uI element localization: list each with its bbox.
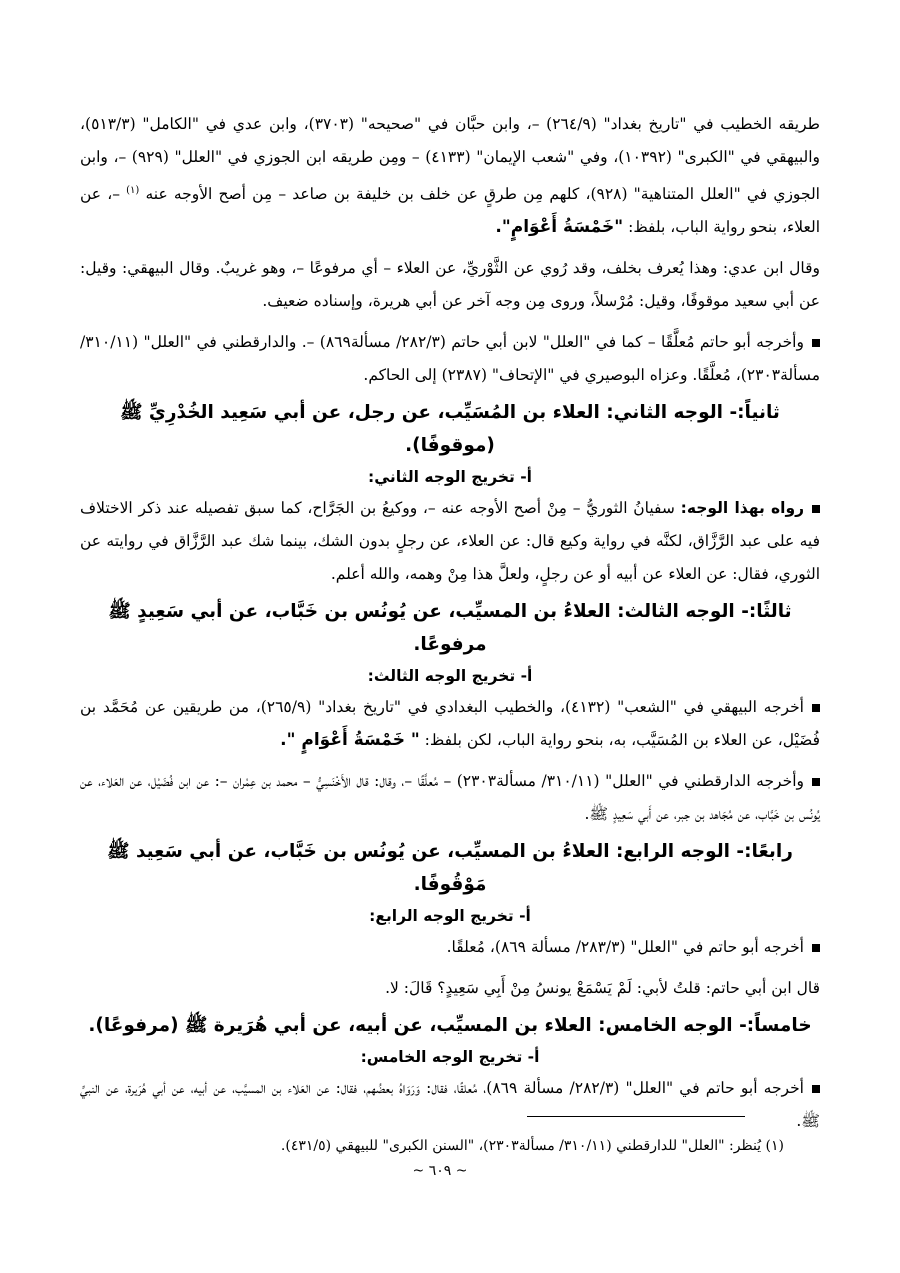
page-number: ~ ٦٠٩ ~ [412,1163,468,1179]
bullet-icon [812,778,820,786]
paragraph-4-text: سفيانُ الثوريُّ – مِنْ أصح الأوجه عنه –، ووكيعُ بن الجَرَّاح، كما سبق تفصيله عند ذكر الاختلاف فيه على عبد الرَّزَّاق، لكنَّه في رواية وكيع قال: عن العلاء، عن رجلٍ بدون الشك، بينما شك عبد الرَّزَّاق في روايته عن الثوري، فقال: عن العلاء عن أبيه أو عن رجلٍ، ولعلَّ هذا مِنْ وهمه، والله أعلم. [80,499,820,584]
footnote-marker[interactable]: (١) [126,185,140,196]
paragraph-2: وقال ابن عدي: وهذا يُعرف بخلف، وقد رُوي عن الثَّوْريِّ، عن العلاء – أي مرفوعًا –، وهو غريبٌ. وقال البيهقي: وقيل: عن أبي سعيد موقوفًا، وقيل: مُرْسلاً، وروى مِن وجه آخر عن أبي هريرة، وإسناده ضعيف. [80,259,820,311]
paragraph-5 [80,691,820,757]
heading-fourth-aspect: رابعًا:- الوجه الرابع: العلاءُ بن المسيِّب، عن يُونُس بن خَبَّاب، عن أبي سَعِيد ﷺ مَوْقُوفًا. [107,841,793,896]
paragraph-9-text: أخرجه أبو حاتم في "العلل" (٢٨٢/٣/ مسألة ٨٦٩)، مُعلقًا، فقال: وَرَوَاهُ بعضُهم، فقال: عن العَلاء بن المسيَّب، عن أبيه، عن أبي هُرَيرة، عن النبيِّ ﷺ. [80,1079,820,1131]
footnote-divider [527,1116,745,1117]
paragraph-7 [80,931,820,964]
paragraph-3 [80,326,820,392]
paragraph-3-text: وأخرجه أبو حاتم مُعلَّقًا – كما في "العلل" لابن أبي حاتم (٢٨٢/٣/ مسألة٨٦٩) –. والدارقطني في "العلل" (٣١٠/١١/ مسألة٢٣٠٣)، مُعلَّقًا. وعزاه البوصيري في "الإتحاف" (٢٣٨٧) إلى الحاكم. [80,333,820,385]
subheading-fourth-aspect: أ- تخريج الوجه الرابع: [369,907,531,926]
subheading-second-aspect: أ- تخريج الوجه الثاني: [368,468,532,487]
heading-third-aspect: ثالثًا:- الوجه الثالث: العلاءُ بن المسيِّب، عن يُونُس بن خَبَّاب، عن أبي سَعِيدٍ ﷺ مرفوعًا. [108,601,792,656]
paragraph-9 [80,1072,820,1138]
paragraph-4-lead: رواه بهذا الوجه: [680,499,804,518]
paragraph-6-text: وأخرجه الدارقطني في "العلل" (٣١٠/١١/ مسألة٢٣٠٣) – مُعلَّقًا –، وقال: قال الأَخْنَسِيُّ – محمد بن عِمْران –: عن ابن فُضَيْل، عن العَلاء، عن يُونُس بن خَبَّاب، عن مُجَاهد بن جبر، عن أَبي سَعِيدٍ ﷺ. [80,772,820,824]
paragraph-1-quote: "خَمْسَةُ أَعْوَامٍ". [495,217,624,238]
paragraph-4 [80,492,820,591]
bullet-icon [812,944,820,952]
subheading-third-aspect: أ- تخريج الوجه الثالث: [367,667,533,686]
paragraph-5-quote: " خَمْسَةُ أَعْوَامٍ ". [280,730,420,751]
paragraph-1-text: طريقه الخطيب في "تاريخ بغداد" (٢٦٤/٩) –، وابن حبَّان في "صحيحه" (٣٧٠٣)، وابن عدي في "الكامل" (٥١٣/٣)، والبيهقي في "الكبرى" (١٠٣٩٢)، وفي "شعب الإيمان" (٤١٣٣) – ومِن طريقه ابن الجوزي في "العلل" (٩٢٩) –، وابن الجوزي في "العلل المتناهية" (٩٢٨)، كلهم مِن طرقٍ عن خلف بن خليفة بن صاعد – مِن أصح الأوجه عنه [80,115,821,204]
paragraph-6 [80,765,820,831]
bullet-icon [812,339,820,347]
paragraph-1-tail: –، عن العلاء، بنحو رواية الباب، بلفظ: [80,185,820,237]
paragraph-8: قال ابن أبي حاتم: قلتُ لأبي: لَمْ يَسْمَعْ يونسُ مِنْ أَبِي سَعِيدٍ؟ قَالَ: لا. [385,979,820,998]
subheading-fifth-aspect: أ- تخريج الوجه الخامس: [360,1048,540,1067]
paragraph-1 [80,108,820,244]
heading-fifth-aspect: خامساً:- الوجه الخامس: العلاء بن المسيِّب، عن أبيه، عن أبي هُرَيرة ﷺ (مرفوعًا). [88,1015,812,1037]
bullet-icon [812,1085,820,1093]
bullet-icon [812,505,820,513]
footnote: (١) يُنظر: "العلل" للدارقطني (٣١٠/١١/ مسألة٢٣٠٣)، "السنن الكبرى" للبيهقي (٤٣١/٥). [280,1138,784,1154]
paragraph-7-text: أخرجه أبو حاتم في "العلل" (٢٨٣/٣/ مسألة ٨٦٩)، مُعلقًا. [446,938,804,957]
page-body [80,108,820,1138]
bullet-icon [812,704,820,712]
paragraph-5-text: أخرجه البيهقي في "الشعب" (٤١٣٢)، والخطيب البغدادي في "تاريخ بغداد" (٢٦٥/٩)، من طريقين عن مُحَمَّد بن فُضَيْل، عن العلاء بن المُسَيَّب، به، بنحو رواية الباب، لكن بلفظ: [80,698,820,750]
heading-second-aspect: ثانياً:- الوجه الثاني: العلاء بن المُسَيِّب، عن رجل، عن أبي سَعِيد الخُدْرِيِّ ﷺ (موقوفًا). [120,402,780,457]
